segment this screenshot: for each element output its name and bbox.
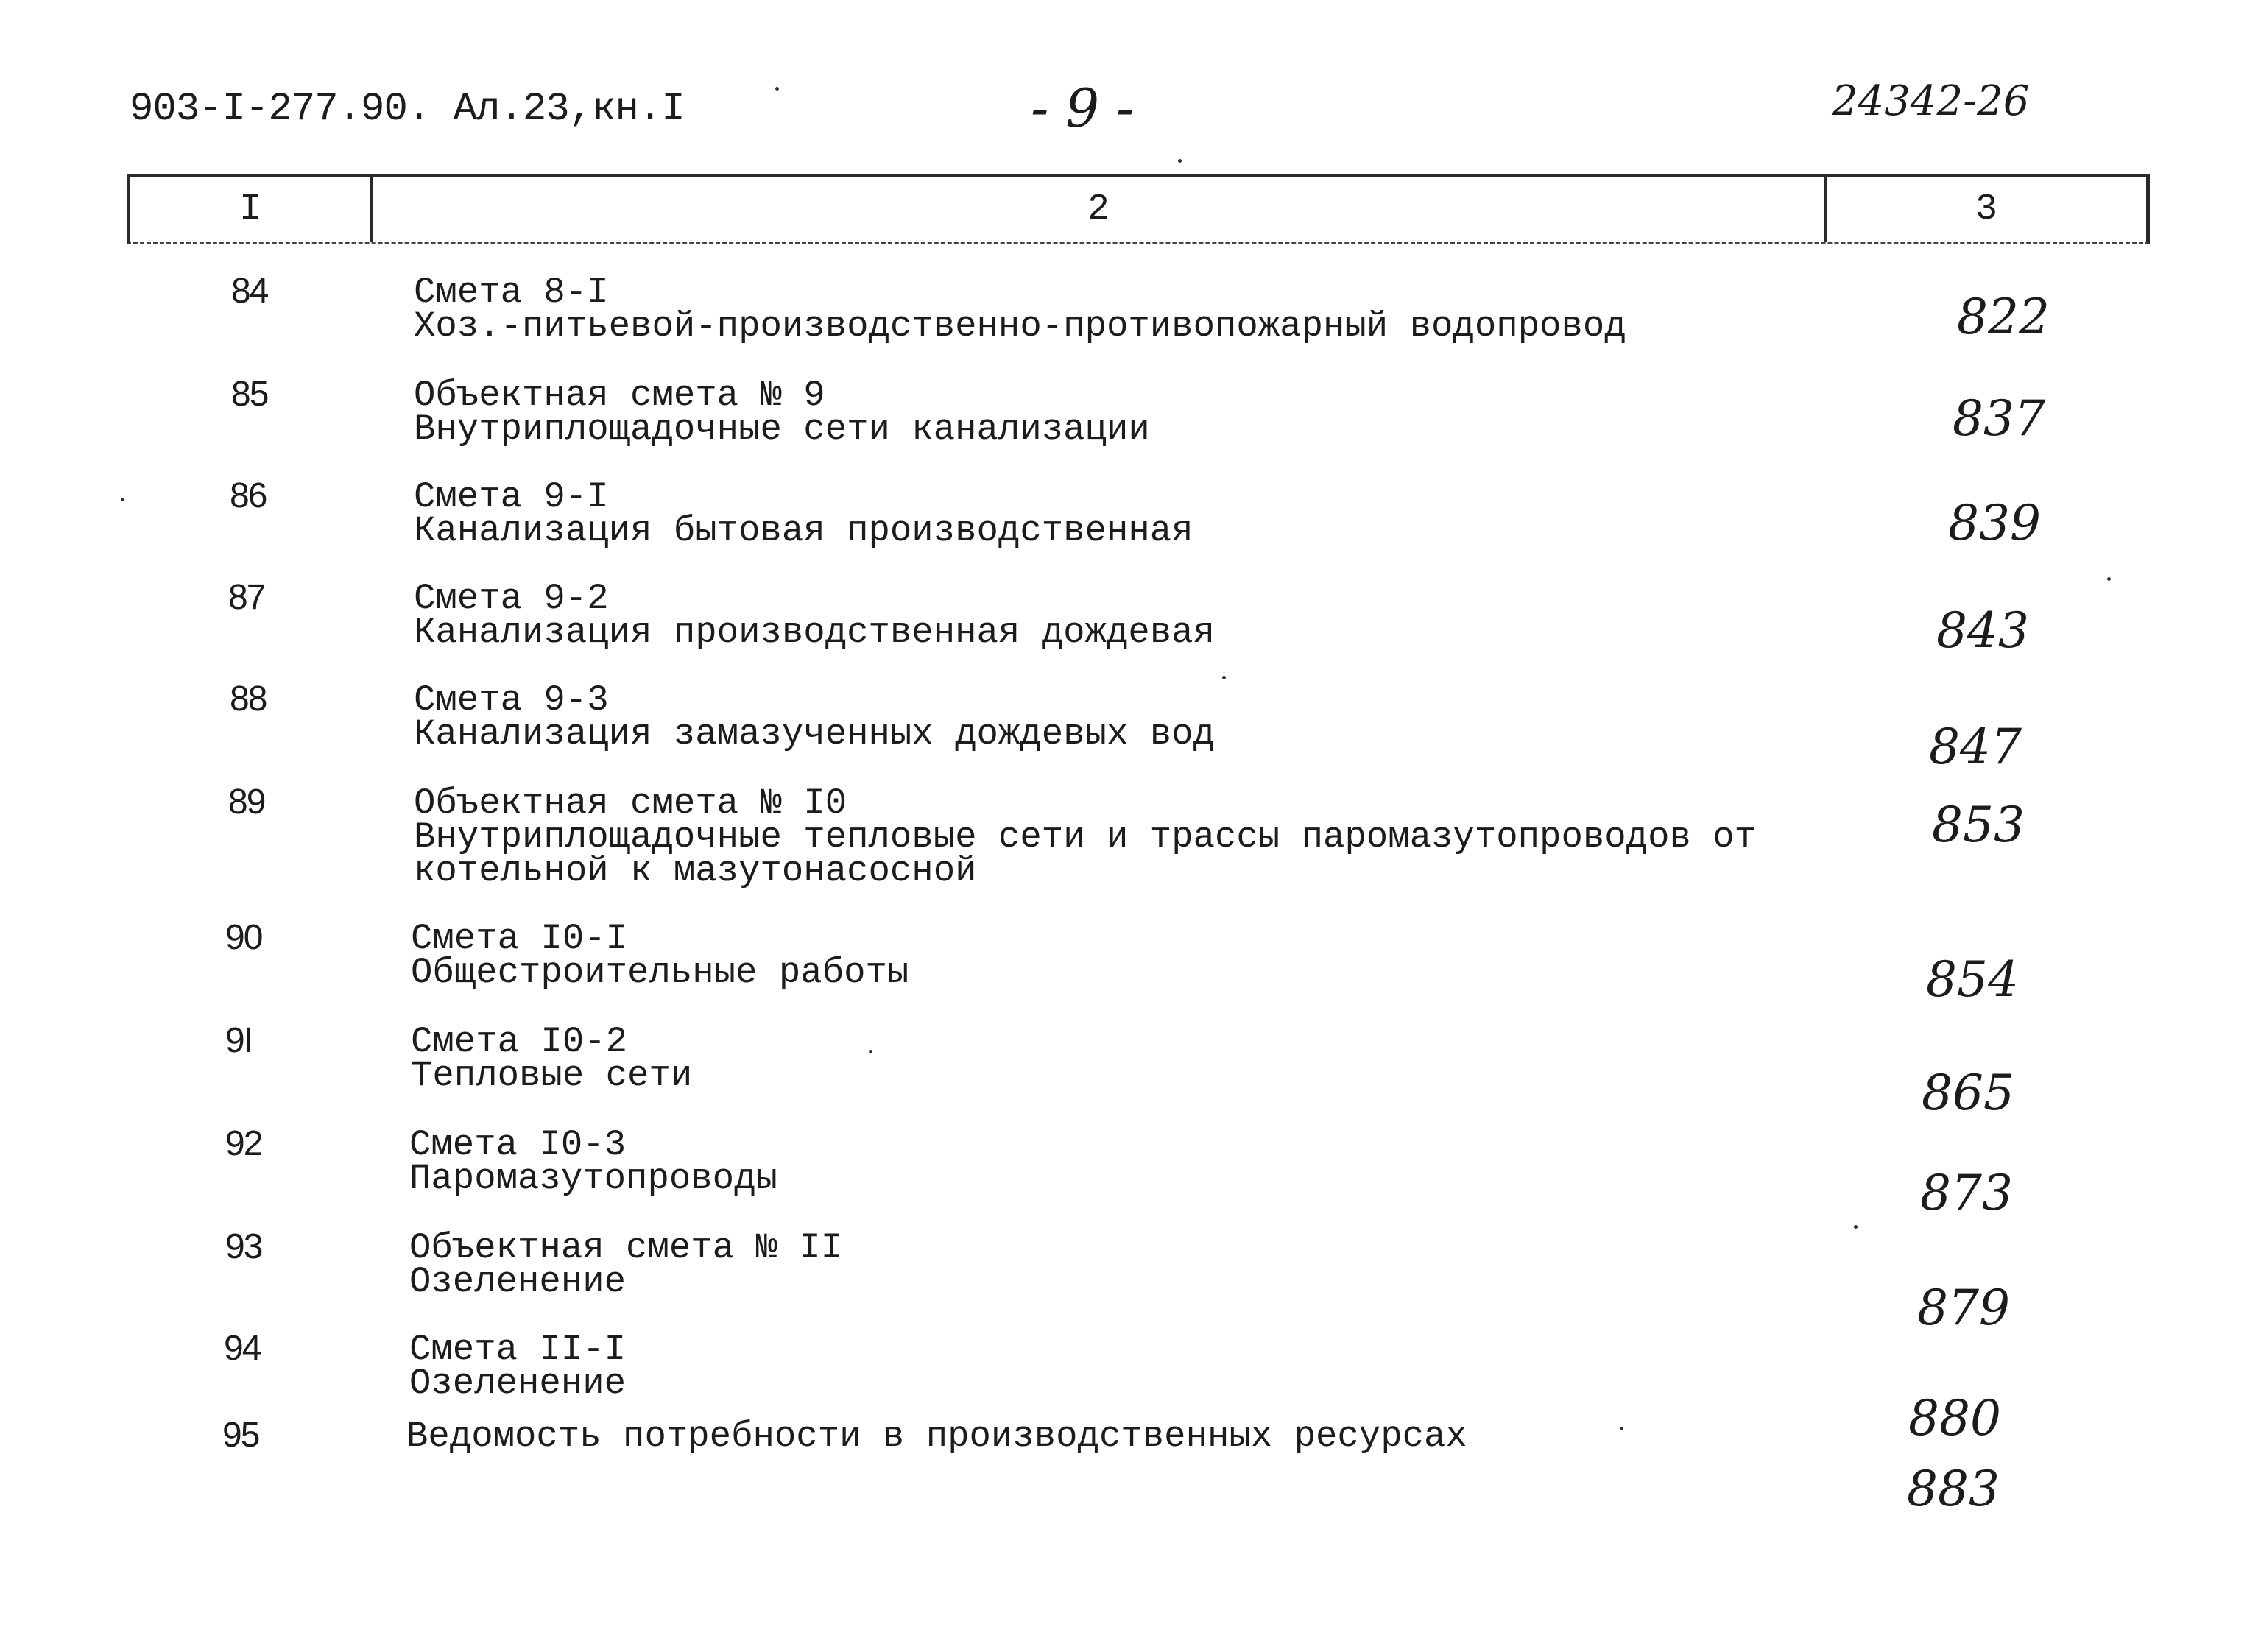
- row-number: 90: [225, 918, 262, 957]
- row-title: Смета I0-I: [411, 918, 628, 959]
- row-number: 93: [225, 1227, 262, 1266]
- handwritten-page-number: 880: [1908, 1390, 2001, 1447]
- handwritten-page-number: 839: [1948, 495, 2041, 551]
- row-number: 86: [230, 476, 267, 515]
- scan-speck: [1222, 676, 1226, 679]
- handwritten-page-number: 853: [1932, 797, 2025, 853]
- scan-speck: [2107, 577, 2111, 581]
- row-number: 89: [228, 783, 265, 822]
- row-description: Канализация замазученных дождевых вод: [414, 713, 1215, 755]
- row-description: Канализация бытовая производственная: [414, 510, 1193, 551]
- handwritten-page-number: 883: [1907, 1461, 2000, 1517]
- row-title: Объектная смета № I0: [414, 783, 847, 824]
- table-header: [127, 174, 2150, 244]
- handwritten-page-number: 822: [1957, 289, 2050, 345]
- row-number: 88: [230, 679, 267, 719]
- row-number: 92: [225, 1124, 262, 1163]
- row-description: Внутриплощадочные тепловые сети и трассы паромазутопроводов от: [414, 816, 1757, 858]
- row-description: Хоз.-питьевой-производственно-противопожарный водопровод: [414, 306, 1626, 347]
- row-number: 87: [228, 578, 265, 617]
- scan-speck: [121, 498, 124, 501]
- row-title: Объектная смета № 9: [414, 375, 825, 416]
- row-number: 94: [224, 1329, 261, 1368]
- row-description: Озеленение: [409, 1261, 627, 1302]
- handwritten-page-number: 879: [1917, 1279, 2010, 1336]
- column-header-1: I: [130, 177, 373, 242]
- row-title: Ведомость потребности в производственных ресурсах: [406, 1416, 1467, 1457]
- row-description: Канализация производственная дождевая: [414, 612, 1215, 653]
- row-description: Паромазутопроводы: [409, 1158, 777, 1199]
- handwritten-page-number: 843: [1936, 602, 2029, 659]
- handwritten-page-number: 837: [1953, 390, 2045, 447]
- row-title: Смета 9-I: [414, 476, 609, 518]
- row-title: Смета I0-2: [411, 1021, 628, 1062]
- scan-speck: [1854, 1225, 1858, 1229]
- row-description: Тепловые сети: [411, 1055, 693, 1096]
- row-title: Смета II-I: [409, 1329, 627, 1370]
- scan-speck: [1178, 159, 1182, 163]
- row-number: 95: [222, 1416, 259, 1455]
- row-description: Озеленение: [409, 1363, 627, 1404]
- row-title: Объектная смета № II: [409, 1227, 843, 1268]
- scan-speck: [775, 87, 779, 91]
- row-number: 84: [231, 272, 268, 311]
- row-description: Внутриплощадочные сети канализации: [414, 409, 1150, 450]
- document-code: 903-I-277.90. Ал.23,кн.I: [130, 87, 685, 132]
- row-number: 85: [231, 375, 268, 414]
- row-title: Смета 9-3: [414, 679, 609, 721]
- column-header-3: 3: [1975, 188, 1997, 230]
- row-title: Смета I0-3: [409, 1124, 627, 1165]
- handwritten-page-number: 847: [1929, 719, 2022, 775]
- handwritten-page-number: 873: [1920, 1165, 2013, 1221]
- handwritten-page-number: 865: [1922, 1065, 2014, 1121]
- row-title: Смета 8-I: [414, 272, 609, 313]
- scan-speck: [869, 1050, 872, 1053]
- handwritten-page-number: 854: [1926, 951, 2019, 1008]
- row-description: котельной к мазутонасосной: [414, 850, 977, 892]
- archive-number: 24342-26: [1832, 77, 2030, 125]
- row-title: Смета 9-2: [414, 578, 609, 619]
- row-number: 9I: [225, 1021, 253, 1060]
- row-description: Общестроительные работы: [411, 952, 909, 993]
- column-header-2: 2: [373, 177, 1827, 242]
- page-number: - 9 -: [1031, 77, 1135, 139]
- scan-speck: [1620, 1427, 1623, 1430]
